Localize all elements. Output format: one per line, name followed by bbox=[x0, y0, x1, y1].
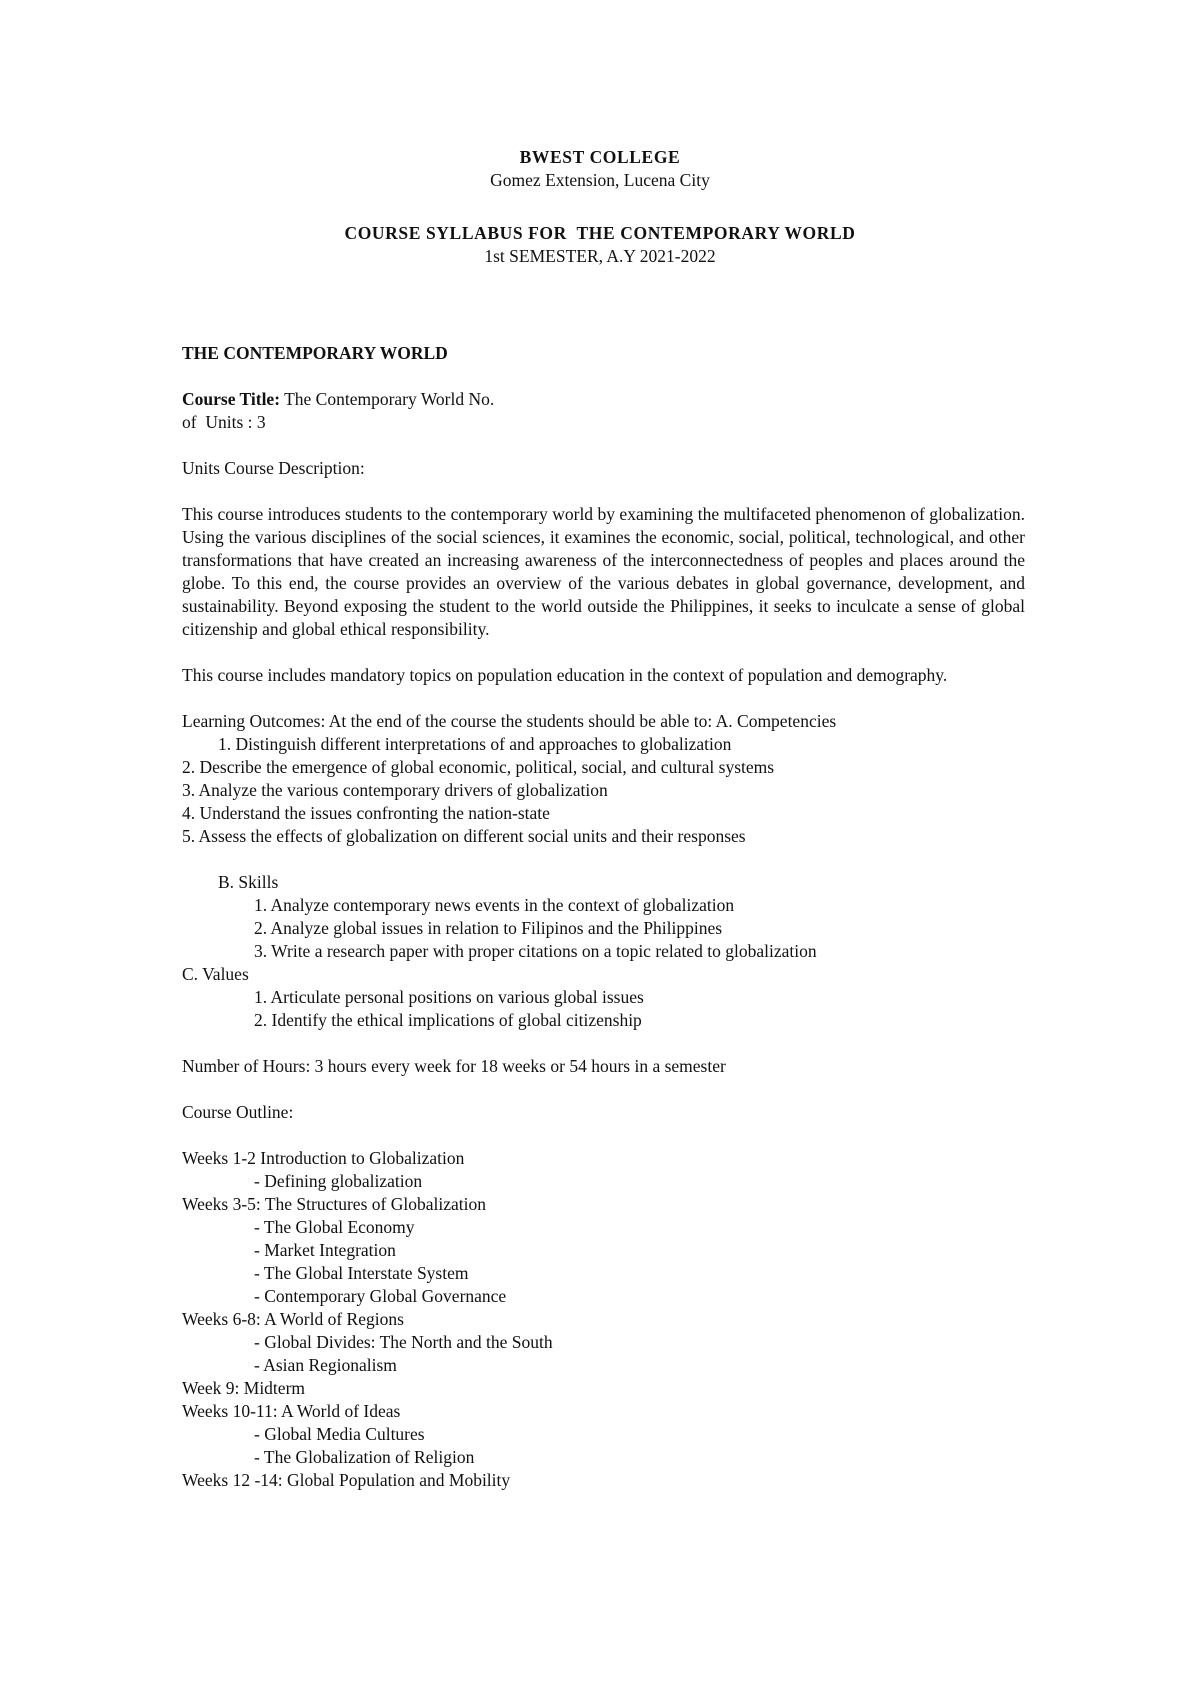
competency-item: 1. Distinguish different interpretations of and approaches to globalization bbox=[218, 734, 732, 754]
competency-item: 5. Assess the effects of globalization on different social units and their responses bbox=[182, 826, 746, 846]
learning-outcomes-intro: Learning Outcomes: At the end of the course the students should be able to: A. Competencies bbox=[182, 711, 837, 731]
outline-week: Weeks 10-11: A World of Ideas bbox=[182, 1401, 401, 1421]
skill-item: 2. Analyze global issues in relation to Filipinos and the Philippines bbox=[254, 918, 723, 938]
outline-week: Weeks 1-2 Introduction to Globalization bbox=[182, 1148, 465, 1168]
syllabus-header bbox=[0, 222, 1200, 268]
outline-week: Week 9: Midterm bbox=[182, 1378, 306, 1398]
outline-topic: - The Global Interstate System bbox=[254, 1263, 469, 1283]
outline-label: Course Outline: bbox=[182, 1102, 294, 1122]
skill-item: 3. Write a research paper with proper citations on a topic related to globalization bbox=[254, 941, 817, 961]
description-label: Units Course Description: bbox=[182, 458, 365, 478]
college-header bbox=[0, 146, 1200, 192]
outline-week: Weeks 3-5: The Structures of Globalization bbox=[182, 1194, 486, 1214]
competency-item: 2. Describe the emergence of global economic, political, social, and cultural systems bbox=[182, 757, 775, 777]
outline-topic: - Contemporary Global Governance bbox=[254, 1286, 507, 1306]
value-item: 2. Identify the ethical implications of global citizenship bbox=[254, 1010, 642, 1030]
course-title-value: The Contemporary World No. bbox=[280, 389, 495, 409]
college-name: BWEST COLLEGE bbox=[519, 147, 681, 167]
skill-item: 1. Analyze contemporary news events in the context of globalization bbox=[254, 895, 735, 915]
college-address: Gomez Extension, Lucena City bbox=[490, 170, 710, 190]
course-title-label: Course Title: bbox=[182, 389, 281, 409]
semester-line: 1st SEMESTER, A.Y 2021-2022 bbox=[484, 246, 716, 266]
outline-week: Weeks 12 -14: Global Population and Mobility bbox=[182, 1470, 511, 1490]
section-title: THE CONTEMPORARY WORLD bbox=[182, 343, 448, 363]
outline-week: Weeks 6-8: A World of Regions bbox=[182, 1309, 404, 1329]
skills-label: B. Skills bbox=[218, 872, 279, 892]
outline-topic: - The Global Economy bbox=[254, 1217, 415, 1237]
competency-item: 4. Understand the issues confronting the nation-state bbox=[182, 803, 550, 823]
outline-topic: - Asian Regionalism bbox=[254, 1355, 397, 1375]
syllabus-title: COURSE SYLLABUS FOR THE CONTEMPORARY WORLD bbox=[344, 223, 856, 243]
competency-item: 3. Analyze the various contemporary drivers of globalization bbox=[182, 780, 608, 800]
description-paragraph-2: This course includes mandatory topics on population education in the context of population and demography. bbox=[182, 665, 948, 685]
hours-line: Number of Hours: 3 hours every week for 18 weeks or 54 hours in a semester bbox=[182, 1056, 726, 1076]
outline-topic: - Defining globalization bbox=[254, 1171, 423, 1191]
outline-topic: - Global Divides: The North and the South bbox=[254, 1332, 553, 1352]
units-line: of Units : 3 bbox=[182, 412, 266, 432]
outline-topic: - Market Integration bbox=[254, 1240, 396, 1260]
course-title-line bbox=[182, 388, 1025, 411]
description-paragraph-1: This course introduces students to the contemporary world by examining the multifaceted phenomenon of globalization. Using the various disciplines of the social sciences, it examines the economic, social, political, technological, and other transformations that have created an increasing awareness of the interconnectedness of peoples and places around the globe. To this end, the course provides an overview of the various debates in global governance, development, and sustainability. Beyond exposing the student to the world outside the Philippines, it seeks to inculcate a sense of global citizenship and global ethical responsibility. bbox=[182, 504, 1025, 639]
value-item: 1. Articulate personal positions on various global issues bbox=[254, 987, 644, 1007]
outline-topic: - The Globalization of Religion bbox=[254, 1447, 475, 1467]
outline-topic: - Global Media Cultures bbox=[254, 1424, 425, 1444]
values-label: C. Values bbox=[182, 964, 249, 984]
syllabus-body bbox=[182, 342, 1025, 1492]
